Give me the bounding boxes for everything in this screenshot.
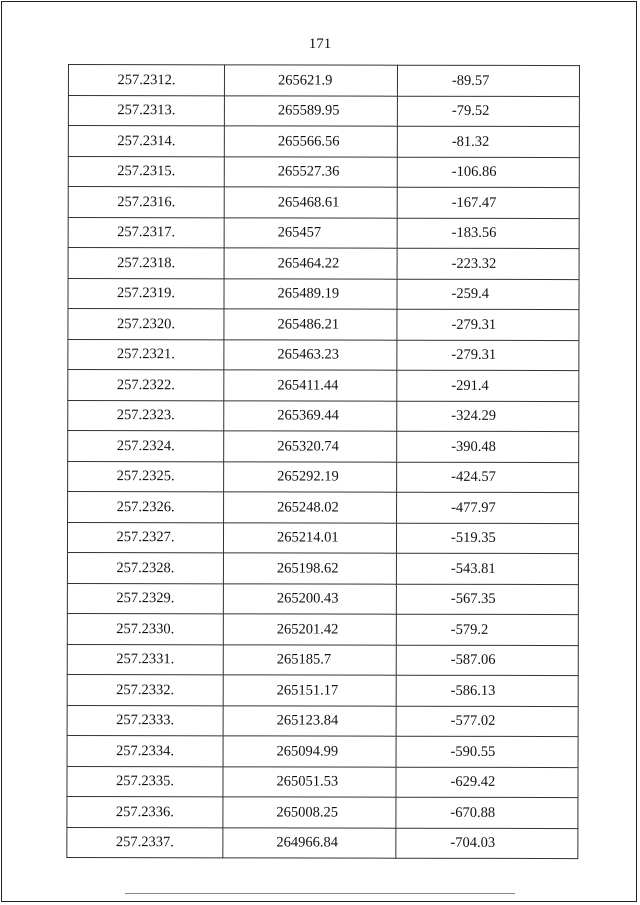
y-coordinate-cell: -670.88 bbox=[396, 797, 578, 828]
y-coordinate-cell: -577.02 bbox=[396, 706, 578, 737]
y-coordinate-cell: -259.4 bbox=[397, 279, 579, 310]
table-row bbox=[68, 65, 579, 97]
x-coordinate-cell: 265151.17 bbox=[223, 675, 396, 706]
point-id-cell: 257.2314. bbox=[68, 126, 224, 157]
table-row bbox=[67, 766, 578, 798]
x-coordinate-cell: 265486.21 bbox=[224, 309, 397, 340]
x-coordinate-cell: 265123.84 bbox=[223, 705, 396, 736]
table-row bbox=[68, 461, 579, 493]
point-id-cell: 257.2330. bbox=[67, 613, 223, 644]
table-row bbox=[67, 674, 578, 706]
point-id-cell: 257.2315. bbox=[68, 156, 224, 187]
y-coordinate-cell: -81.32 bbox=[397, 126, 579, 157]
point-id-cell: 257.2337. bbox=[67, 827, 223, 858]
y-coordinate-cell: -543.81 bbox=[396, 553, 578, 584]
x-coordinate-cell: 265198.62 bbox=[223, 553, 396, 584]
x-coordinate-cell: 265468.61 bbox=[224, 187, 397, 218]
point-id-cell: 257.2335. bbox=[67, 766, 223, 797]
x-coordinate-cell: 265463.23 bbox=[224, 339, 397, 370]
point-id-cell: 257.2319. bbox=[68, 278, 224, 309]
y-coordinate-cell: -167.47 bbox=[397, 187, 579, 218]
point-id-cell: 257.2316. bbox=[68, 187, 224, 218]
point-id-cell: 257.2336. bbox=[67, 796, 223, 827]
point-id-cell: 257.2313. bbox=[68, 95, 224, 126]
x-coordinate-cell: 265214.01 bbox=[223, 522, 396, 553]
y-coordinate-cell: -279.31 bbox=[397, 309, 579, 340]
y-coordinate-cell: -586.13 bbox=[396, 675, 578, 706]
y-coordinate-cell: -183.56 bbox=[397, 218, 579, 249]
point-id-cell: 257.2332. bbox=[67, 674, 223, 705]
y-coordinate-cell: -89.57 bbox=[397, 65, 579, 96]
x-coordinate-cell: 265051.53 bbox=[223, 766, 396, 797]
y-coordinate-cell: -587.06 bbox=[396, 645, 578, 676]
table-row bbox=[68, 126, 579, 158]
table-row bbox=[68, 248, 579, 280]
coordinates-table bbox=[66, 64, 580, 859]
table-row bbox=[68, 400, 579, 432]
table-row bbox=[67, 613, 578, 645]
x-coordinate-cell: 265008.25 bbox=[223, 797, 396, 828]
point-id-cell: 257.2327. bbox=[67, 522, 223, 553]
table-row bbox=[67, 644, 578, 676]
x-coordinate-cell: 265185.7 bbox=[223, 644, 396, 675]
point-id-cell: 257.2322. bbox=[68, 370, 224, 401]
table-row bbox=[68, 156, 579, 188]
table-row bbox=[68, 339, 579, 371]
point-id-cell: 257.2331. bbox=[67, 644, 223, 675]
table-row bbox=[68, 278, 579, 310]
x-coordinate-cell: 265589.95 bbox=[224, 95, 397, 126]
x-coordinate-cell: 265200.43 bbox=[223, 583, 396, 614]
x-coordinate-cell: 265566.56 bbox=[224, 126, 397, 157]
y-coordinate-cell: -279.31 bbox=[397, 340, 579, 371]
y-coordinate-cell: -291.4 bbox=[397, 370, 579, 401]
page-number: 171 bbox=[308, 36, 332, 52]
x-coordinate-cell: 265320.74 bbox=[224, 431, 397, 462]
table-row bbox=[68, 431, 579, 463]
x-coordinate-cell: 265411.44 bbox=[224, 370, 397, 401]
y-coordinate-cell: -579.2 bbox=[396, 614, 578, 645]
y-coordinate-cell: -106.86 bbox=[397, 157, 579, 188]
point-id-cell: 257.2334. bbox=[67, 735, 223, 766]
table-row bbox=[67, 735, 578, 767]
table-row bbox=[67, 796, 578, 828]
point-id-cell: 257.2312. bbox=[68, 65, 224, 96]
y-coordinate-cell: -390.48 bbox=[397, 431, 579, 462]
y-coordinate-cell: -629.42 bbox=[396, 767, 578, 798]
point-id-cell: 257.2317. bbox=[68, 217, 224, 248]
point-id-cell: 257.2324. bbox=[68, 431, 224, 462]
y-coordinate-cell: -324.29 bbox=[397, 401, 579, 432]
y-coordinate-cell: -519.35 bbox=[396, 523, 578, 554]
table-row bbox=[67, 827, 578, 859]
table-row bbox=[68, 309, 579, 341]
y-coordinate-cell: -567.35 bbox=[396, 584, 578, 615]
table-row bbox=[67, 583, 578, 615]
y-coordinate-cell: -590.55 bbox=[396, 736, 578, 767]
table-row bbox=[67, 522, 578, 554]
x-coordinate-cell: 265621.9 bbox=[224, 65, 397, 96]
point-id-cell: 257.2320. bbox=[68, 309, 224, 340]
x-coordinate-cell: 265464.22 bbox=[224, 248, 397, 279]
point-id-cell: 257.2328. bbox=[67, 553, 223, 584]
table-row bbox=[68, 217, 579, 249]
x-coordinate-cell: 265369.44 bbox=[224, 400, 397, 431]
y-coordinate-cell: -424.57 bbox=[397, 462, 579, 493]
y-coordinate-cell: -79.52 bbox=[397, 96, 579, 127]
point-id-cell: 257.2323. bbox=[68, 400, 224, 431]
x-coordinate-cell: 265457 bbox=[224, 217, 397, 248]
y-coordinate-cell: -704.03 bbox=[396, 828, 578, 859]
x-coordinate-cell: 265527.36 bbox=[224, 156, 397, 187]
x-coordinate-cell: 265248.02 bbox=[224, 492, 397, 523]
point-id-cell: 257.2321. bbox=[68, 339, 224, 370]
coordinates-table-container bbox=[66, 64, 579, 859]
table-row bbox=[68, 187, 579, 219]
table-row bbox=[67, 705, 578, 737]
y-coordinate-cell: -477.97 bbox=[397, 492, 579, 523]
table-row bbox=[67, 553, 578, 585]
bottom-rule bbox=[125, 893, 515, 894]
coordinates-table-body bbox=[67, 65, 580, 859]
table-row bbox=[68, 492, 579, 524]
table-row bbox=[68, 370, 579, 402]
point-id-cell: 257.2326. bbox=[68, 492, 224, 523]
table-row bbox=[68, 95, 579, 127]
point-id-cell: 257.2329. bbox=[67, 583, 223, 614]
point-id-cell: 257.2333. bbox=[67, 705, 223, 736]
x-coordinate-cell: 265292.19 bbox=[224, 461, 397, 492]
y-coordinate-cell: -223.32 bbox=[397, 248, 579, 279]
point-id-cell: 257.2318. bbox=[68, 248, 224, 279]
x-coordinate-cell: 265201.42 bbox=[223, 614, 396, 645]
x-coordinate-cell: 265094.99 bbox=[223, 736, 396, 767]
x-coordinate-cell: 264966.84 bbox=[223, 827, 396, 858]
point-id-cell: 257.2325. bbox=[68, 461, 224, 492]
x-coordinate-cell: 265489.19 bbox=[224, 278, 397, 309]
